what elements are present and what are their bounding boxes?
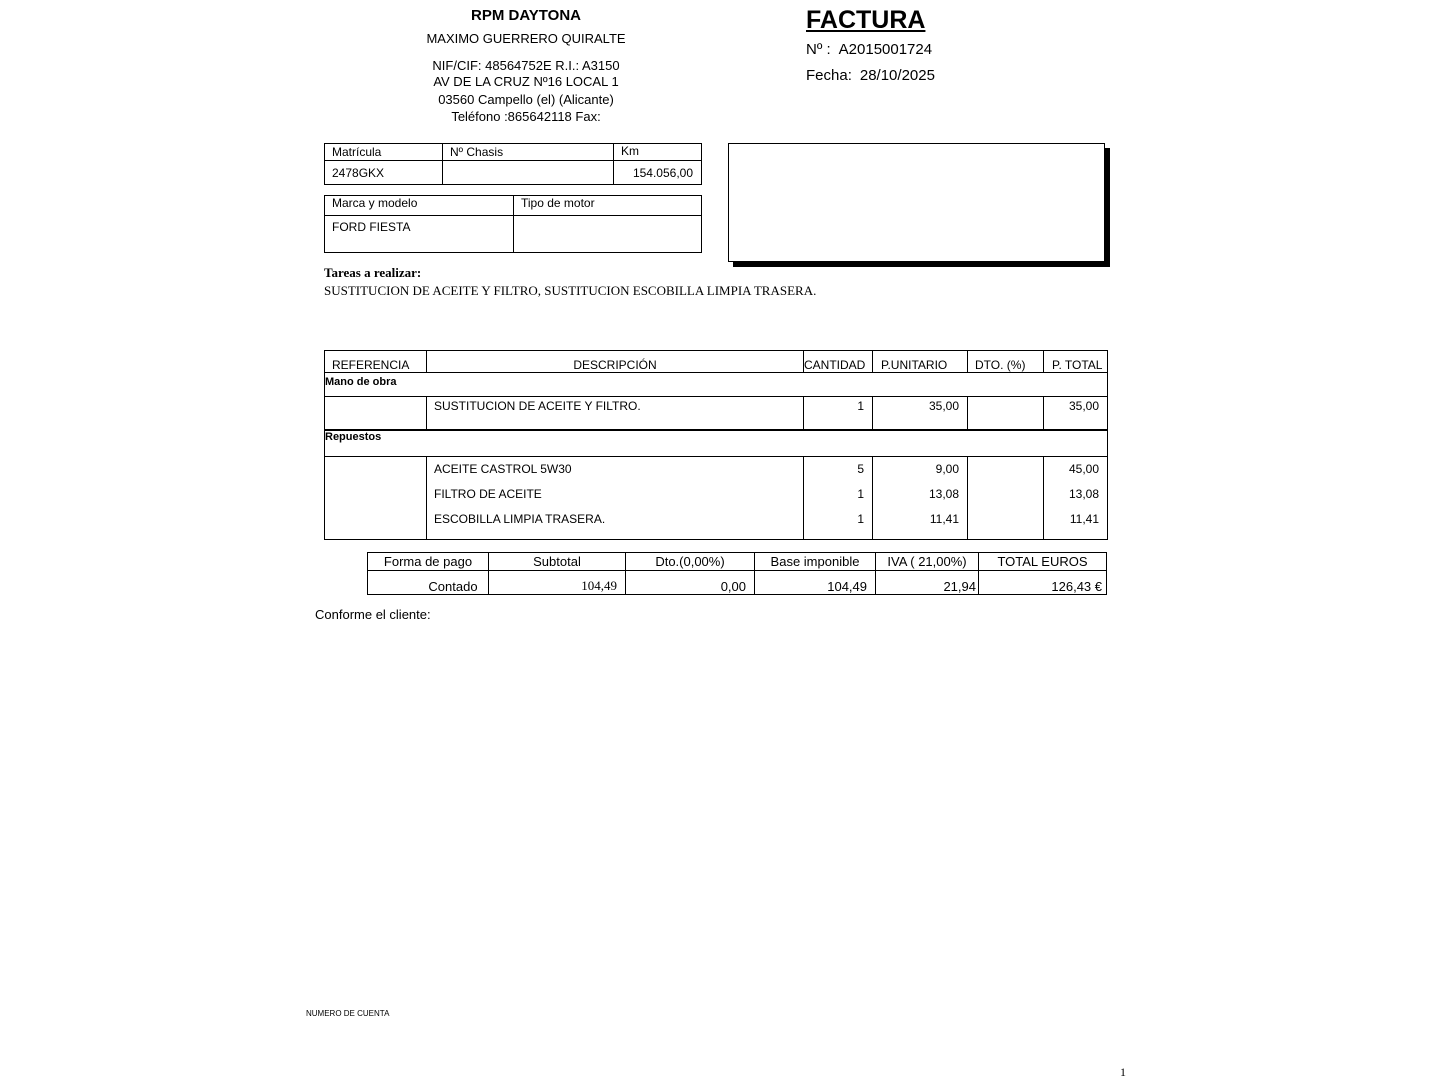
table-row bbox=[325, 457, 1108, 540]
km-label: Km bbox=[614, 144, 702, 161]
plate-label: Matrícula bbox=[325, 144, 443, 161]
engine-value bbox=[514, 216, 702, 253]
part-total: 11,41 bbox=[1069, 512, 1099, 526]
header-cantidad: CANTIDAD bbox=[804, 351, 873, 373]
part-total: 13,08 bbox=[1068, 487, 1099, 501]
labor-desc: SUSTITUCION DE ACEITE Y FILTRO. bbox=[427, 397, 804, 430]
chassis-label: Nº Chasis bbox=[443, 144, 614, 161]
vehicle-model-table bbox=[324, 195, 702, 253]
company-phone: Teléfono :865642118 Fax: bbox=[451, 109, 601, 124]
header-dto: DTO. (%) bbox=[968, 351, 1044, 373]
subtotal-value: 104,49 bbox=[489, 571, 626, 595]
totals-header-total: TOTAL EUROS bbox=[979, 553, 1107, 571]
customer-conformity: Conforme el cliente: bbox=[315, 607, 431, 622]
parts-total-cell bbox=[1044, 457, 1108, 540]
table-row bbox=[325, 397, 1108, 430]
labor-qty: 1 bbox=[804, 397, 873, 430]
totals-table bbox=[367, 552, 1107, 595]
invoice-number-label: Nº : bbox=[806, 41, 831, 58]
invoice-date-label: Fecha: bbox=[806, 67, 852, 84]
part-qty: 5 bbox=[857, 462, 864, 476]
part-unit: 11,41 bbox=[929, 512, 959, 526]
base-value: 104,49 bbox=[755, 571, 876, 595]
part-desc: FILTRO DE ACEITE bbox=[434, 487, 542, 501]
part-unit: 13,08 bbox=[928, 487, 959, 501]
model-label: Marca y modelo bbox=[325, 196, 514, 216]
company-city: 03560 Campello (el) (Alicante) bbox=[438, 92, 614, 107]
part-qty: 1 bbox=[857, 487, 864, 501]
company-address: AV DE LA CRUZ Nº16 LOCAL 1 bbox=[433, 74, 619, 89]
labor-ref bbox=[325, 397, 427, 430]
items-header-row bbox=[325, 351, 1108, 373]
invoice-date: 28/10/2025 bbox=[859, 67, 935, 84]
tasks-text: SUSTITUCION DE ACEITE Y FILTRO, SUSTITUCION ESCOBILLA LIMPIA TRASERA. bbox=[324, 283, 817, 298]
plate-value: 2478GKX bbox=[325, 161, 443, 185]
payment-method: Contado bbox=[368, 571, 489, 595]
header-referencia: REFERENCIA bbox=[325, 351, 427, 373]
part-desc: ACEITE CASTROL 5W30 bbox=[434, 462, 572, 476]
totals-header-subtotal: Subtotal bbox=[489, 553, 626, 571]
header-punitario: P.UNITARIO bbox=[873, 351, 968, 373]
totals-header-iva: IVA ( 21,00%) bbox=[876, 553, 979, 571]
totals-header-base: Base imponible bbox=[755, 553, 876, 571]
totals-header-payment: Forma de pago bbox=[368, 553, 489, 571]
km-value: 154.056,00 bbox=[614, 161, 702, 185]
model-value: FORD FIESTA bbox=[325, 216, 514, 253]
vehicle-id-table bbox=[324, 143, 702, 185]
labor-dto bbox=[968, 397, 1044, 430]
engine-label: Tipo de motor bbox=[514, 196, 702, 216]
page-number: 1 bbox=[1120, 1065, 1126, 1079]
header-descripcion: DESCRIPCIÓN bbox=[427, 351, 804, 373]
parts-qty-cell bbox=[804, 457, 873, 540]
company-name: RPM DAYTONA bbox=[470, 7, 582, 24]
labor-unit: 35,00 bbox=[873, 397, 968, 430]
company-nif: NIF/CIF: 48564752E R.I.: A3150 bbox=[432, 58, 620, 73]
grand-total-value: 126,43 € bbox=[979, 571, 1107, 595]
items-table bbox=[324, 350, 1108, 540]
company-owner: MAXIMO GUERRERO QUIRALTE bbox=[426, 31, 626, 46]
part-qty: 1 bbox=[857, 512, 864, 526]
labor-section-label: Mano de obra bbox=[325, 373, 1108, 397]
invoice-number-line bbox=[806, 41, 932, 58]
part-desc: ESCOBILLA LIMPIA TRASERA. bbox=[434, 512, 606, 526]
parts-ref bbox=[325, 457, 427, 540]
totals-header-discount: Dto.(0,00%) bbox=[626, 553, 755, 571]
labor-total: 35,00 bbox=[1044, 397, 1108, 430]
iva-value: 21,94 bbox=[876, 571, 979, 595]
discount-value: 0,00 bbox=[626, 571, 755, 595]
customer-box bbox=[728, 143, 1105, 262]
parts-desc-cell bbox=[427, 457, 804, 540]
invoice-date-line bbox=[806, 67, 935, 84]
parts-unit-cell bbox=[873, 457, 968, 540]
part-unit: 9,00 bbox=[935, 462, 959, 476]
parts-dto-cell bbox=[968, 457, 1044, 540]
invoice-title: FACTURA bbox=[806, 6, 926, 34]
parts-section-label: Repuestos bbox=[325, 430, 1108, 457]
account-number-label: NUMERO DE CUENTA bbox=[306, 1009, 390, 1018]
header-ptotal: P. TOTAL bbox=[1044, 351, 1108, 373]
tasks-label: Tareas a realizar: bbox=[324, 265, 422, 280]
part-total: 45,00 bbox=[1068, 462, 1099, 476]
chassis-value bbox=[443, 161, 614, 185]
invoice-number: A2015001724 bbox=[838, 41, 933, 58]
